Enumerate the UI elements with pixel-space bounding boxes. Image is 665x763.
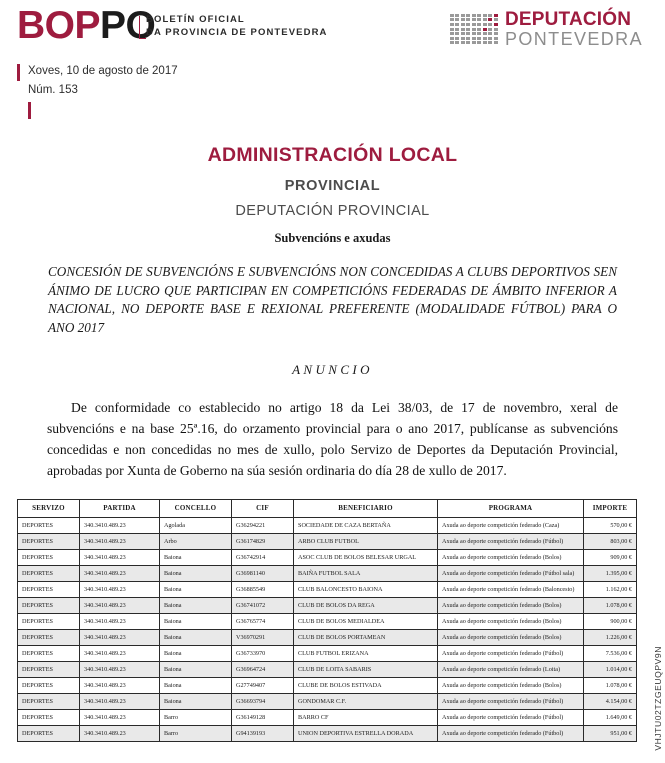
cell-partida: 340.3410.489.23 bbox=[80, 710, 160, 726]
table-row bbox=[18, 566, 637, 582]
cell-programa: Axuda ao deporte competición federado (Loita) bbox=[438, 662, 584, 678]
cell-cif: G36733970 bbox=[232, 646, 294, 662]
cell-programa: Axuda ao deporte competición federado (Fútbol) bbox=[438, 646, 584, 662]
dot-matrix-cell bbox=[488, 28, 492, 31]
dot-matrix-cell bbox=[455, 18, 459, 21]
boppo-logo-bop: BOP bbox=[17, 4, 101, 47]
cell-partida: 340.3410.489.23 bbox=[80, 662, 160, 678]
heading-provincial: PROVINCIAL bbox=[284, 178, 381, 194]
cell-programa: Axuda ao deporte competición federado (Fútbol sala) bbox=[438, 566, 584, 582]
cell-programa: Axuda ao deporte competición federado (Caza) bbox=[438, 518, 584, 534]
dot-matrix-cell bbox=[461, 18, 465, 21]
dot-matrix-cell bbox=[455, 14, 459, 17]
cell-programa: Axuda ao deporte competición federado (Fútbol) bbox=[438, 710, 584, 726]
cell-importe: 1.226,00 € bbox=[584, 630, 637, 646]
heading-subvencions: Subvencións e axudas bbox=[274, 231, 391, 245]
cell-cif: G36885549 bbox=[232, 582, 294, 598]
cell-servizo: DEPORTES bbox=[18, 726, 80, 742]
table-row bbox=[18, 678, 637, 694]
cell-partida: 340.3410.489.23 bbox=[80, 614, 160, 630]
cell-partida: 340.3410.489.23 bbox=[80, 694, 160, 710]
cell-programa: Axuda ao deporte competición federado (Fútbol) bbox=[438, 534, 584, 550]
cell-programa: Axuda ao deporte competición federado (Baloncesto) bbox=[438, 582, 584, 598]
cell-cif: V36970291 bbox=[232, 630, 294, 646]
cell-servizo: DEPORTES bbox=[18, 662, 80, 678]
dot-matrix-cell bbox=[494, 32, 498, 35]
dot-matrix-cell bbox=[477, 41, 481, 44]
cell-partida: 340.3410.489.23 bbox=[80, 582, 160, 598]
cell-cif: G27749407 bbox=[232, 678, 294, 694]
dot-matrix-cell bbox=[466, 14, 470, 17]
dot-matrix-cell bbox=[450, 23, 454, 26]
dot-matrix-cell bbox=[450, 28, 454, 31]
cell-beneficiario: GONDOMAR C.F. bbox=[294, 694, 438, 710]
dot-matrix-cell bbox=[494, 18, 498, 21]
dot-matrix-cell bbox=[483, 37, 487, 40]
table-row bbox=[18, 726, 637, 742]
dot-matrix-cell bbox=[455, 23, 459, 26]
dot-matrix-cell bbox=[488, 18, 492, 21]
dot-matrix-cell bbox=[455, 32, 459, 35]
cell-concello: Baiona bbox=[160, 550, 232, 566]
dot-matrix-cell bbox=[450, 41, 454, 44]
cell-cif: G36964724 bbox=[232, 662, 294, 678]
table-row bbox=[18, 646, 637, 662]
table-row bbox=[18, 694, 637, 710]
table-header-row bbox=[18, 500, 637, 518]
dot-matrix-cell bbox=[466, 18, 470, 21]
cell-servizo: DEPORTES bbox=[18, 710, 80, 726]
table-body bbox=[18, 518, 637, 742]
dot-matrix-cell bbox=[472, 18, 476, 21]
dot-matrix-cell bbox=[461, 28, 465, 31]
cell-servizo: DEPORTES bbox=[18, 550, 80, 566]
boppo-subtitle-line1: BOLETÍN OFICIAL bbox=[146, 14, 245, 25]
dot-matrix-cell bbox=[450, 18, 454, 21]
table-row bbox=[18, 534, 637, 550]
cell-servizo: DEPORTES bbox=[18, 566, 80, 582]
cell-programa: Axuda ao deporte competición federado (Bolos) bbox=[438, 678, 584, 694]
subsidies-table-wrapper bbox=[17, 499, 648, 742]
dot-matrix-cell bbox=[450, 32, 454, 35]
dot-matrix-cell bbox=[477, 14, 481, 17]
cell-partida: 340.3410.489.23 bbox=[80, 726, 160, 742]
dot-matrix-cell bbox=[477, 23, 481, 26]
table-row bbox=[18, 710, 637, 726]
dot-matrix-cell bbox=[488, 23, 492, 26]
column-header-importe: IMPORTE bbox=[584, 500, 637, 518]
issue-date: Xoves, 10 de agosto de 2017 bbox=[28, 65, 178, 77]
cell-partida: 340.3410.489.23 bbox=[80, 646, 160, 662]
cell-servizo: DEPORTES bbox=[18, 694, 80, 710]
table-row bbox=[18, 630, 637, 646]
boppo-logo bbox=[17, 6, 155, 45]
cell-beneficiario: SOCIEDADE DE CAZA BERTAÑA bbox=[294, 518, 438, 534]
cell-partida: 340.3410.489.23 bbox=[80, 550, 160, 566]
dot-matrix-cell bbox=[455, 41, 459, 44]
dot-matrix-cell bbox=[472, 14, 476, 17]
cell-concello: Baiona bbox=[160, 646, 232, 662]
dot-matrix-cell bbox=[466, 37, 470, 40]
dot-matrix-cell bbox=[461, 23, 465, 26]
cell-servizo: DEPORTES bbox=[18, 518, 80, 534]
dot-matrix-cell bbox=[461, 32, 465, 35]
cell-beneficiario: BARRO CF bbox=[294, 710, 438, 726]
cell-beneficiario: CLUB BALONCESTO BAIONA bbox=[294, 582, 438, 598]
cell-partida: 340.3410.489.23 bbox=[80, 534, 160, 550]
cell-partida: 340.3410.489.23 bbox=[80, 518, 160, 534]
cell-importe: 1.162,00 € bbox=[584, 582, 637, 598]
dot-matrix-cell bbox=[466, 28, 470, 31]
cell-beneficiario: ASOC CLUB DE BOLOS BELESAR URGAL bbox=[294, 550, 438, 566]
dot-matrix-cell bbox=[494, 23, 498, 26]
cell-concello: Baiona bbox=[160, 614, 232, 630]
deputacion-logo bbox=[450, 10, 643, 48]
cell-cif: G36294221 bbox=[232, 518, 294, 534]
cell-concello: Baiona bbox=[160, 662, 232, 678]
dot-matrix-cell bbox=[461, 37, 465, 40]
cell-importe: 1.078,00 € bbox=[584, 678, 637, 694]
column-header-servizo: SERVIZO bbox=[18, 500, 80, 518]
cell-servizo: DEPORTES bbox=[18, 582, 80, 598]
announcement-paragraph: De conformidade co establecido no artigo 18 da Lei 38/03, de 17 de novembro, xeral de subvencións e na base 25ª.16, do orzamento provincial para o ano 2017, publícanse as subvencións concedidas e non concedidas no mes de xullo, polo Servizo de Deportes da Deputación Provincial, aprobadas por Xunta de Goberno na súa sesión ordinaria do día 28 de xullo de 2017. bbox=[47, 400, 618, 478]
cell-cif: G36149128 bbox=[232, 710, 294, 726]
cell-cif: G36741072 bbox=[232, 598, 294, 614]
dot-matrix-cell bbox=[494, 14, 498, 17]
cell-concello: Baiona bbox=[160, 598, 232, 614]
cell-beneficiario: CLUB DE LOITA SABARIS bbox=[294, 662, 438, 678]
table-row bbox=[18, 550, 637, 566]
cell-beneficiario: CLUB DE BOLOS PORTAMEAN bbox=[294, 630, 438, 646]
dot-matrix-cell bbox=[494, 37, 498, 40]
dot-matrix-cell bbox=[488, 14, 492, 17]
boppo-subtitle-line2: DA PROVINCIA DE PONTEVEDRA bbox=[146, 27, 328, 38]
dot-matrix-cell bbox=[472, 37, 476, 40]
table-row bbox=[18, 598, 637, 614]
cell-servizo: DEPORTES bbox=[18, 598, 80, 614]
issue-date-block bbox=[17, 62, 178, 100]
table-row bbox=[18, 662, 637, 678]
dot-matrix-cell bbox=[466, 32, 470, 35]
table-header bbox=[18, 500, 637, 518]
cell-beneficiario: ARBO CLUB FUTBOL bbox=[294, 534, 438, 550]
page-title: ADMINISTRACIÓN LOCAL bbox=[207, 144, 458, 166]
announcement-long-title: CONCESIÓN DE SUBVENCIÓNS E SUBVENCIÓNS NON CONCEDIDAS A CLUBS DEPORTIVOS SEN ÁNIMO DE LUCRO QUE PARTICIPAN EN COMPETICIÓNS FEDERADAS DE ÁMBITO INFERIOR A NACIONAL, NO DEPORTE BASE E REXIONAL PREFERENTE (MODALIDADE FÚTBOL) PARA O ANO 2017 bbox=[48, 264, 617, 335]
cell-beneficiario: CLUBE DE BOLOS ESTIVADA bbox=[294, 678, 438, 694]
table-row bbox=[18, 614, 637, 630]
cell-concello: Barro bbox=[160, 726, 232, 742]
cell-programa: Axuda ao deporte competición federado (Bolos) bbox=[438, 598, 584, 614]
cell-importe: 7.536,00 € bbox=[584, 646, 637, 662]
masthead bbox=[0, 0, 665, 66]
column-header-partida: PARTIDA bbox=[80, 500, 160, 518]
cell-concello: Baiona bbox=[160, 566, 232, 582]
dot-matrix-cell bbox=[472, 28, 476, 31]
dot-matrix-cell bbox=[466, 41, 470, 44]
dot-matrix-cell bbox=[483, 14, 487, 17]
cell-programa: Axuda ao deporte competición federado (Fútbol) bbox=[438, 694, 584, 710]
cell-cif: G36981140 bbox=[232, 566, 294, 582]
cell-servizo: DEPORTES bbox=[18, 646, 80, 662]
dot-matrix-cell bbox=[494, 28, 498, 31]
subsidies-table bbox=[17, 499, 637, 742]
cell-importe: 951,00 € bbox=[584, 726, 637, 742]
dot-matrix-cell bbox=[483, 32, 487, 35]
dot-matrix-cell bbox=[450, 14, 454, 17]
cell-concello: Barro bbox=[160, 710, 232, 726]
cell-servizo: DEPORTES bbox=[18, 614, 80, 630]
cell-importe: 803,00 € bbox=[584, 534, 637, 550]
dot-matrix-cell bbox=[461, 14, 465, 17]
dot-matrix-cell bbox=[477, 28, 481, 31]
cell-programa: Axuda ao deporte competición federado (Bolos) bbox=[438, 614, 584, 630]
cell-importe: 909,00 € bbox=[584, 550, 637, 566]
table-row bbox=[18, 582, 637, 598]
dot-matrix-cell bbox=[472, 41, 476, 44]
cell-beneficiario: BAIÑA FUTBOL SALA bbox=[294, 566, 438, 582]
cell-servizo: DEPORTES bbox=[18, 630, 80, 646]
column-header-beneficiario: BENEFICIARIO bbox=[294, 500, 438, 518]
column-header-concello: CONCELLO bbox=[160, 500, 232, 518]
cell-concello: Agolada bbox=[160, 518, 232, 534]
cell-cif: G36174829 bbox=[232, 534, 294, 550]
dot-matrix-cell bbox=[477, 32, 481, 35]
cell-concello: Arbo bbox=[160, 534, 232, 550]
document-verification-code: VHJTU02TZGEUQPV9N bbox=[653, 646, 663, 751]
deputacion-logo-words bbox=[505, 10, 643, 48]
cell-cif: G36742914 bbox=[232, 550, 294, 566]
cell-programa: Axuda ao deporte competición federado (Bolos) bbox=[438, 630, 584, 646]
dot-matrix-cell bbox=[477, 18, 481, 21]
dot-matrix-cell bbox=[466, 23, 470, 26]
dot-matrix-icon bbox=[450, 14, 498, 45]
heading-deputacion-provincial: DEPUTACIÓN PROVINCIAL bbox=[235, 203, 430, 219]
cell-cif: G36765774 bbox=[232, 614, 294, 630]
cell-partida: 340.3410.489.23 bbox=[80, 566, 160, 582]
table-row bbox=[18, 518, 637, 534]
dot-matrix-cell bbox=[483, 28, 487, 31]
dot-matrix-cell bbox=[488, 32, 492, 35]
cell-concello: Baiona bbox=[160, 694, 232, 710]
column-header-cif: CIF bbox=[232, 500, 294, 518]
cell-importe: 570,00 € bbox=[584, 518, 637, 534]
dot-matrix-cell bbox=[483, 18, 487, 21]
cell-beneficiario: UNION DEPORTIVA ESTRELLA DORADA bbox=[294, 726, 438, 742]
cell-beneficiario: CLUB FUTBOL ERIZANA bbox=[294, 646, 438, 662]
boppo-logo-po: PO bbox=[100, 4, 156, 47]
cell-servizo: DEPORTES bbox=[18, 534, 80, 550]
issue-number: Núm. 153 bbox=[28, 81, 178, 100]
dot-matrix-cell bbox=[455, 28, 459, 31]
deputacion-logo-line1: DEPUTACIÓN bbox=[504, 9, 632, 30]
dot-matrix-cell bbox=[483, 23, 487, 26]
column-header-programa: PROGRAMA bbox=[438, 500, 584, 518]
cell-importe: 4.154,00 € bbox=[584, 694, 637, 710]
dot-matrix-cell bbox=[461, 41, 465, 44]
dot-matrix-cell bbox=[483, 41, 487, 44]
dot-matrix-cell bbox=[450, 37, 454, 40]
dot-matrix-cell bbox=[488, 37, 492, 40]
cell-importe: 1.078,00 € bbox=[584, 598, 637, 614]
dot-matrix-cell bbox=[472, 23, 476, 26]
deputacion-logo-line2: PONTEVEDRA bbox=[504, 29, 643, 49]
cell-beneficiario: CLUB DE BOLOS DA REGA bbox=[294, 598, 438, 614]
cell-beneficiario: CLUB DE BOLOS MEDIALDEA bbox=[294, 614, 438, 630]
cell-partida: 340.3410.489.23 bbox=[80, 630, 160, 646]
boppo-subtitle bbox=[146, 13, 328, 39]
cell-concello: Baiona bbox=[160, 630, 232, 646]
cell-servizo: DEPORTES bbox=[18, 678, 80, 694]
corner-bracket-icon bbox=[139, 16, 146, 39]
cell-concello: Baiona bbox=[160, 678, 232, 694]
cell-importe: 900,00 € bbox=[584, 614, 637, 630]
cell-partida: 340.3410.489.23 bbox=[80, 598, 160, 614]
dot-matrix-cell bbox=[455, 37, 459, 40]
dot-matrix-cell bbox=[472, 32, 476, 35]
cell-cif: G36693794 bbox=[232, 694, 294, 710]
dot-matrix-cell bbox=[494, 41, 498, 44]
anuncio-label: ANUNCIO bbox=[292, 362, 373, 377]
cell-importe: 1.395,00 € bbox=[584, 566, 637, 582]
cell-importe: 1.649,00 € bbox=[584, 710, 637, 726]
dot-matrix-cell bbox=[477, 37, 481, 40]
cell-concello: Baiona bbox=[160, 582, 232, 598]
cell-importe: 1.014,00 € bbox=[584, 662, 637, 678]
cell-partida: 340.3410.489.23 bbox=[80, 678, 160, 694]
cell-cif: G94139193 bbox=[232, 726, 294, 742]
heading-group bbox=[0, 144, 665, 246]
cell-programa: Axuda ao deporte competición federado (Bolos) bbox=[438, 550, 584, 566]
dot-matrix-cell bbox=[488, 41, 492, 44]
cell-programa: Axuda ao deporte competición federado (Fútbol) bbox=[438, 726, 584, 742]
